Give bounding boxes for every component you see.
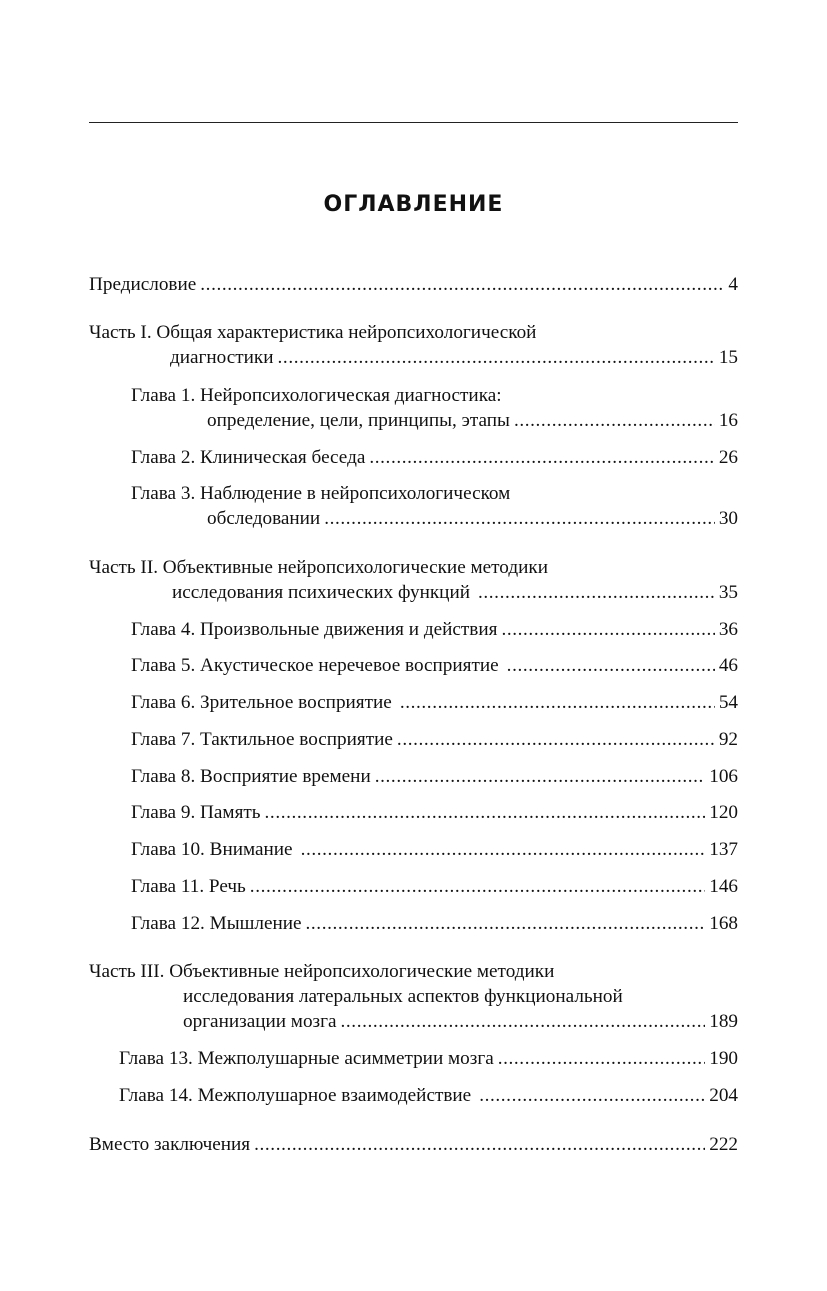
entry-title: Глава 6. Зрительное восприятие xyxy=(131,692,392,713)
entry-page: 106 xyxy=(709,766,738,787)
entry-title: Глава 5. Акустическое неречевое восприятие xyxy=(131,655,499,676)
toc-entry-part-3[interactable] xyxy=(89,959,738,1034)
entry-title-line: Глава 3. Наблюдение в нейропсихологическом xyxy=(131,483,511,504)
entry-title-line: исследования латеральных аспектов функциональной xyxy=(183,986,623,1007)
dot-leader xyxy=(301,837,706,862)
toc-entry-chapter-4[interactable] xyxy=(89,617,738,642)
dot-leader xyxy=(341,1009,706,1034)
toc-entry-part-1[interactable] xyxy=(89,320,738,370)
toc-entry-preface[interactable] xyxy=(89,272,738,297)
entry-page: 35 xyxy=(718,582,738,603)
entry-title: Глава 2. Клиническая беседа xyxy=(131,447,366,468)
dot-leader xyxy=(324,506,715,531)
entry-page: 54 xyxy=(718,692,738,713)
entry-title: Глава 8. Восприятие времени xyxy=(131,766,371,787)
toc-entry-chapter-8[interactable] xyxy=(89,764,738,789)
dot-leader xyxy=(498,1046,706,1071)
entry-title: Предисловие xyxy=(89,274,197,295)
dot-leader xyxy=(265,800,706,825)
dot-leader xyxy=(514,408,715,433)
toc-entry-chapter-1[interactable] xyxy=(89,383,738,433)
toc-entry-chapter-2[interactable] xyxy=(89,445,738,470)
dot-leader xyxy=(397,727,715,752)
dot-leader xyxy=(254,1132,705,1157)
entry-title-line: Часть III. Объективные нейропсихологические методики xyxy=(89,961,555,982)
toc-entry-chapter-12[interactable] xyxy=(89,911,738,936)
entry-page: 189 xyxy=(709,1011,738,1032)
entry-title-line: определение, цели, принципы, этапы xyxy=(207,410,510,431)
entry-page: 137 xyxy=(709,839,738,860)
entry-title: Глава 4. Произвольные движения и действия xyxy=(131,619,498,640)
dot-leader xyxy=(200,272,724,297)
toc-entry-chapter-14[interactable] xyxy=(89,1083,738,1108)
dot-leader xyxy=(479,1083,705,1108)
entry-title-line: обследовании xyxy=(207,508,321,529)
toc-entry-chapter-7[interactable] xyxy=(89,727,738,752)
toc-entry-chapter-11[interactable] xyxy=(89,874,738,899)
dot-leader xyxy=(400,690,715,715)
entry-page: 4 xyxy=(728,274,738,295)
entry-title-line: Глава 1. Нейропсихологическая диагностика: xyxy=(131,385,502,406)
entry-page: 46 xyxy=(718,655,738,676)
entry-title-line: организации мозга xyxy=(183,1011,337,1032)
dot-leader xyxy=(375,764,705,789)
entry-title: Вместо заключения xyxy=(89,1134,251,1155)
entry-page: 16 xyxy=(718,410,738,431)
toc-entry-chapter-6[interactable] xyxy=(89,690,738,715)
toc-entry-conclusion[interactable] xyxy=(89,1132,738,1157)
entry-page: 222 xyxy=(709,1134,738,1155)
entry-page: 30 xyxy=(718,508,738,529)
entry-title: Глава 14. Межполушарное взаимодействие xyxy=(119,1085,472,1106)
entry-title-line: Часть II. Объективные нейропсихологические методики xyxy=(89,557,548,578)
toc-entry-chapter-10[interactable] xyxy=(89,837,738,862)
entry-page: 190 xyxy=(709,1048,738,1069)
dot-leader xyxy=(369,445,714,470)
entry-title-line: исследования психических функций xyxy=(172,582,470,603)
entry-page: 92 xyxy=(718,729,738,750)
header-rule xyxy=(89,122,738,123)
entry-title: Глава 12. Мышление xyxy=(131,913,302,934)
toc-entry-chapter-13[interactable] xyxy=(89,1046,738,1071)
entry-page: 26 xyxy=(718,447,738,468)
entry-page: 146 xyxy=(709,876,738,897)
toc-entry-chapter-9[interactable] xyxy=(89,800,738,825)
dot-leader xyxy=(478,580,715,605)
book-page xyxy=(89,0,738,1291)
page-title: ОГЛАВЛЕНИЕ xyxy=(323,192,504,217)
entry-title: Глава 7. Тактильное восприятие xyxy=(131,729,393,750)
entry-page: 204 xyxy=(709,1085,738,1106)
toc-entry-chapter-3[interactable] xyxy=(89,481,738,531)
entry-page: 36 xyxy=(718,619,738,640)
entry-page: 120 xyxy=(709,802,738,823)
entry-title: Глава 9. Память xyxy=(131,802,261,823)
entry-title-line: диагностики xyxy=(170,347,274,368)
entry-title: Глава 13. Межполушарные асимметрии мозга xyxy=(119,1048,494,1069)
entry-page: 15 xyxy=(718,347,738,368)
dot-leader xyxy=(278,345,715,370)
entry-page: 168 xyxy=(709,913,738,934)
entry-title: Глава 11. Речь xyxy=(131,876,246,897)
entry-title-line: Часть I. Общая характеристика нейропсихологической xyxy=(89,322,537,343)
dot-leader xyxy=(501,617,714,642)
toc-entry-chapter-5[interactable] xyxy=(89,653,738,678)
dot-leader xyxy=(250,874,705,899)
entry-title: Глава 10. Внимание xyxy=(131,839,293,860)
dot-leader xyxy=(507,653,715,678)
toc-entry-part-2[interactable] xyxy=(89,555,738,605)
dot-leader xyxy=(306,911,706,936)
